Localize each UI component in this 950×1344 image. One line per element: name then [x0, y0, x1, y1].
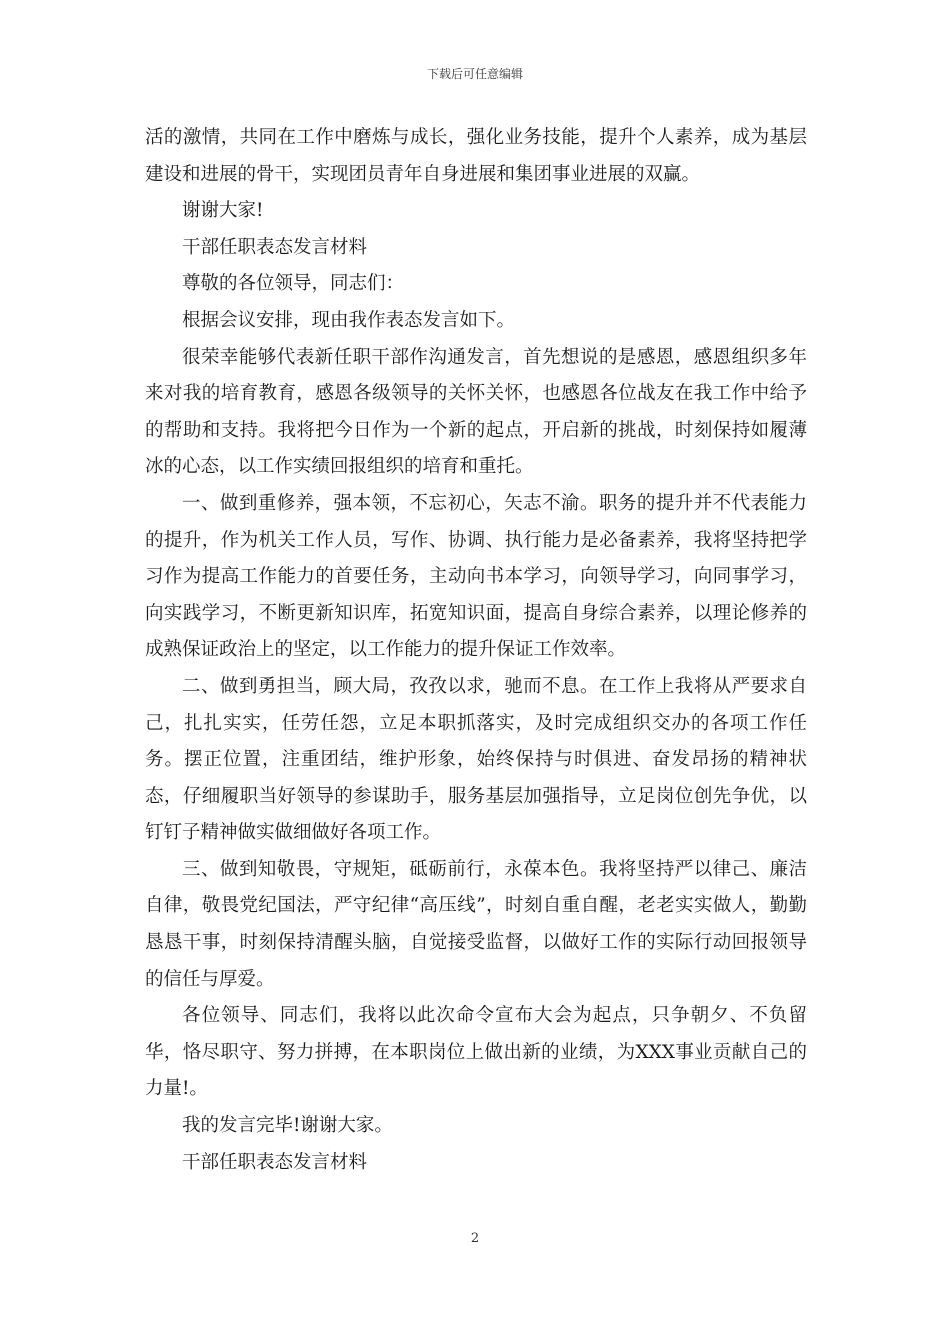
paragraph-thanks: 谢谢大家! [182, 200, 264, 222]
paragraph-point-three: 三、做到知敬畏，守规矩，砥砺前行，永葆本色。我将坚持严以律己、廉洁自律，敬畏党纪国法，严守纪律“高压线”，时刻自重自醒，老老实实做人，勤勤恳恳干事，时刻保持清醒头脑，自觉接受监督，以做好工作的实际行动回报领导的信任与厚爱。 [145, 858, 807, 990]
paragraph-intro: 根据会议安排，现由我作表态发言如下。 [182, 309, 516, 331]
paragraph-continuation: 活的激情，共同在工作中磨炼与成长，强化业务技能，提升个人素养，成为基层建设和进展的骨干，实现团员青年自身进展和集团事业进展的双赢。 [145, 127, 807, 185]
page-header: 下载后可任意编辑 [426, 67, 523, 81]
salutation: 尊敬的各位领导，同志们： [182, 273, 405, 295]
document-body [145, 120, 807, 1181]
paragraph-closing: 各位领导、同志们，我将以此次命令宣布大会为起点，只争朝夕、不负留华，恪尽职守、努力拼搏，在本职岗位上做出新的业绩，为XXX事业贡献自己的力量!。 [145, 1005, 807, 1100]
page-number: 2 [470, 1231, 480, 1246]
paragraph-point-one: 一、做到重修养，强本领，不忘初心，矢志不渝。职务的提升并不代表能力的提升，作为机关工作人员，写作、协调、执行能力是必备素养，我将坚持把学习作为提高工作能力的首要任务，主动向书本学习，向领导学习，向同事学习，向实践学习，不断更新知识库，拓宽知识面，提高自身综合素养，以理论修养的成熟保证政治上的坚定，以工作能力的提升保证工作效率。 [145, 492, 807, 661]
paragraph-point-two: 二、做到勇担当，顾大局，孜孜以求，驰而不息。在工作上我将从严要求自己，扎扎实实，任劳任怨，立足本职抓落实，及时完成组织交办的各项工作任务。摆正位置，注重团结，维护形象，始终保持与时俱进、奋发昂扬的精神状态，仔细履职当好领导的参谋助手，服务基层加强指导，立足岗位创先争优，以钉钉子精神做实做细做好各项工作。 [145, 675, 807, 844]
paragraph-end: 我的发言完毕!谢谢大家。 [182, 1115, 393, 1137]
section-title: 干部任职表态发言材料 [182, 236, 368, 258]
section-title-repeat: 干部任职表态发言材料 [182, 1151, 368, 1173]
paragraph-gratitude: 很荣幸能够代表新任职干部作沟通发言，首先想说的是感恩，感恩组织多年来对我的培育教育，感恩各级领导的关怀关怀，也感恩各位战友在我工作中给予的帮助和支持。我将把今日作为一个新的起点，开启新的挑战，时刻保持如履薄冰的心态，以工作实绩回报组织的培育和重托。 [145, 346, 807, 478]
